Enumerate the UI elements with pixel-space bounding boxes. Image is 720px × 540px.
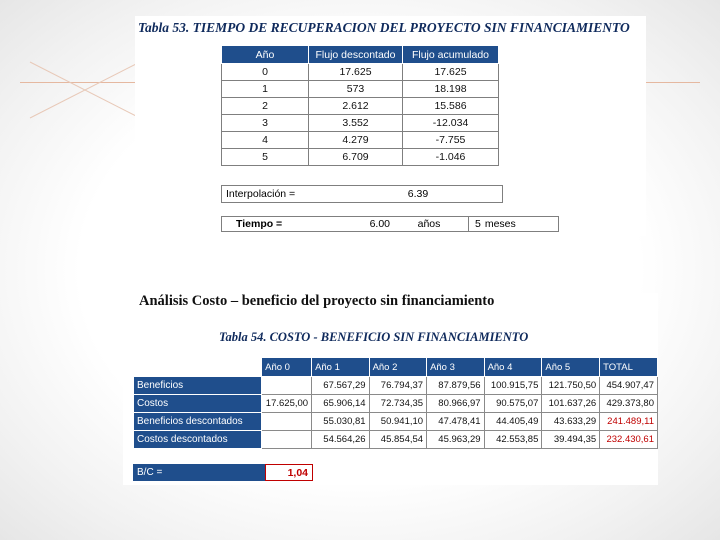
cell-value: 47.478,41 <box>427 413 485 431</box>
table-row <box>222 64 499 81</box>
cell-flujo-descontado: 17.625 <box>309 64 403 81</box>
row-label: Costos <box>134 395 262 413</box>
cell-flujo-descontado: 573 <box>309 81 403 98</box>
cell-value: 39.494,35 <box>542 431 600 449</box>
header-anio-0: Año 0 <box>262 358 312 377</box>
cell-flujo-descontado: 2.612 <box>309 98 403 115</box>
payback-time-row <box>221 216 559 232</box>
cell-value: 76.794,37 <box>369 377 427 395</box>
header-anio-1: Año 1 <box>312 358 370 377</box>
table-row <box>134 431 658 449</box>
header-flujo-descontado: Flujo descontado <box>309 46 403 64</box>
cell-value: 100.915,75 <box>484 377 542 395</box>
table53-title: Tabla 53. TIEMPO DE RECUPERACION DEL PROYECTO SIN FINANCIAMIENTO <box>138 20 630 35</box>
interpolation-row <box>221 185 503 203</box>
cell-flujo-acumulado: 18.198 <box>403 81 499 98</box>
cost-benefit-panel <box>123 293 658 485</box>
cell-value: 45.854,54 <box>369 431 427 449</box>
cost-benefit-table <box>133 357 658 449</box>
cell-year: 5 <box>222 149 309 166</box>
table-row <box>222 81 499 98</box>
row-label: Beneficios <box>134 377 262 395</box>
benefit-cost-ratio-row <box>133 464 313 481</box>
row-label: Beneficios descontados <box>134 413 262 431</box>
header-anio-4: Año 4 <box>484 358 542 377</box>
cell-total-highlight: 232.430,61 <box>600 431 658 449</box>
header-anio-2: Año 2 <box>369 358 427 377</box>
table-row <box>222 149 499 166</box>
table54-title: Tabla 54. COSTO - BENEFICIO SIN FINANCIAMIENTO <box>219 330 529 344</box>
tiempo-years-value: 6.00 <box>369 218 390 230</box>
cropped-source-note <box>375 233 525 237</box>
cell-total: 454.907,47 <box>600 377 658 395</box>
cell-value: 42.553,85 <box>484 431 542 449</box>
decorative-x-shape <box>20 60 150 120</box>
cell-flujo-descontado: 3.552 <box>309 115 403 132</box>
cell-flujo-acumulado: -1.046 <box>403 149 499 166</box>
cell-total-highlight: 241.489,11 <box>600 413 658 431</box>
cell-value: 17.625,00 <box>262 395 312 413</box>
tiempo-years-unit: años <box>417 218 441 230</box>
cell-value: 54.564,26 <box>312 431 370 449</box>
cell-year: 0 <box>222 64 309 81</box>
cell-value: 65.906,14 <box>312 395 370 413</box>
header-anio-5: Año 5 <box>542 358 600 377</box>
table-header-row <box>134 358 658 377</box>
cost-benefit-heading: Análisis Costo – beneficio del proyecto sin financiamiento <box>139 293 495 309</box>
cell-flujo-acumulado: -7.755 <box>403 132 499 149</box>
header-flujo-acumulado: Flujo acumulado <box>403 46 499 64</box>
table-row <box>222 132 499 149</box>
row-label: Costos descontados <box>134 431 262 449</box>
cell-flujo-acumulado: -12.034 <box>403 115 499 132</box>
table-row <box>222 115 499 132</box>
cell-value <box>262 377 312 395</box>
cell-flujo-acumulado: 15.586 <box>403 98 499 115</box>
header-anio-3: Año 3 <box>427 358 485 377</box>
cell-flujo-descontado: 6.709 <box>309 149 403 166</box>
cell-value: 67.567,29 <box>312 377 370 395</box>
cell-flujo-descontado: 4.279 <box>309 132 403 149</box>
tiempo-months-unit: meses <box>484 218 516 230</box>
cell-value: 45.963,29 <box>427 431 485 449</box>
cell-value: 121.750,50 <box>542 377 600 395</box>
cell-value <box>262 413 312 431</box>
cell-value: 80.966,97 <box>427 395 485 413</box>
interpolation-value: 6.39 <box>407 188 429 200</box>
cell-value: 101.637,26 <box>542 395 600 413</box>
cell-value: 90.575,07 <box>484 395 542 413</box>
header-blank <box>134 358 262 377</box>
table-header-row <box>222 46 499 64</box>
table-row <box>222 98 499 115</box>
bc-label: B/C = <box>133 464 265 481</box>
cell-value <box>262 431 312 449</box>
cell-total: 429.373,80 <box>600 395 658 413</box>
header-total: TOTAL <box>600 358 658 377</box>
cell-year: 2 <box>222 98 309 115</box>
cell-value: 50.941,10 <box>369 413 427 431</box>
bc-value: 1,04 <box>265 464 313 481</box>
cell-flujo-acumulado: 17.625 <box>403 64 499 81</box>
table-row <box>134 377 658 395</box>
cell-year: 4 <box>222 132 309 149</box>
cell-year: 1 <box>222 81 309 98</box>
tiempo-months-value: 5 <box>468 217 481 231</box>
interpolation-label: Interpolación = <box>226 188 296 200</box>
cell-value: 43.633,29 <box>542 413 600 431</box>
header-anio: Año <box>222 46 309 64</box>
cell-year: 3 <box>222 115 309 132</box>
table-row <box>134 395 658 413</box>
tiempo-label: Tiempo = <box>236 218 283 230</box>
payback-table-panel <box>135 16 646 236</box>
cell-value: 72.734,35 <box>369 395 427 413</box>
payback-table <box>221 45 499 166</box>
cell-value: 87.879,56 <box>427 377 485 395</box>
table-row <box>134 413 658 431</box>
cell-value: 44.405,49 <box>484 413 542 431</box>
cell-value: 55.030,81 <box>312 413 370 431</box>
